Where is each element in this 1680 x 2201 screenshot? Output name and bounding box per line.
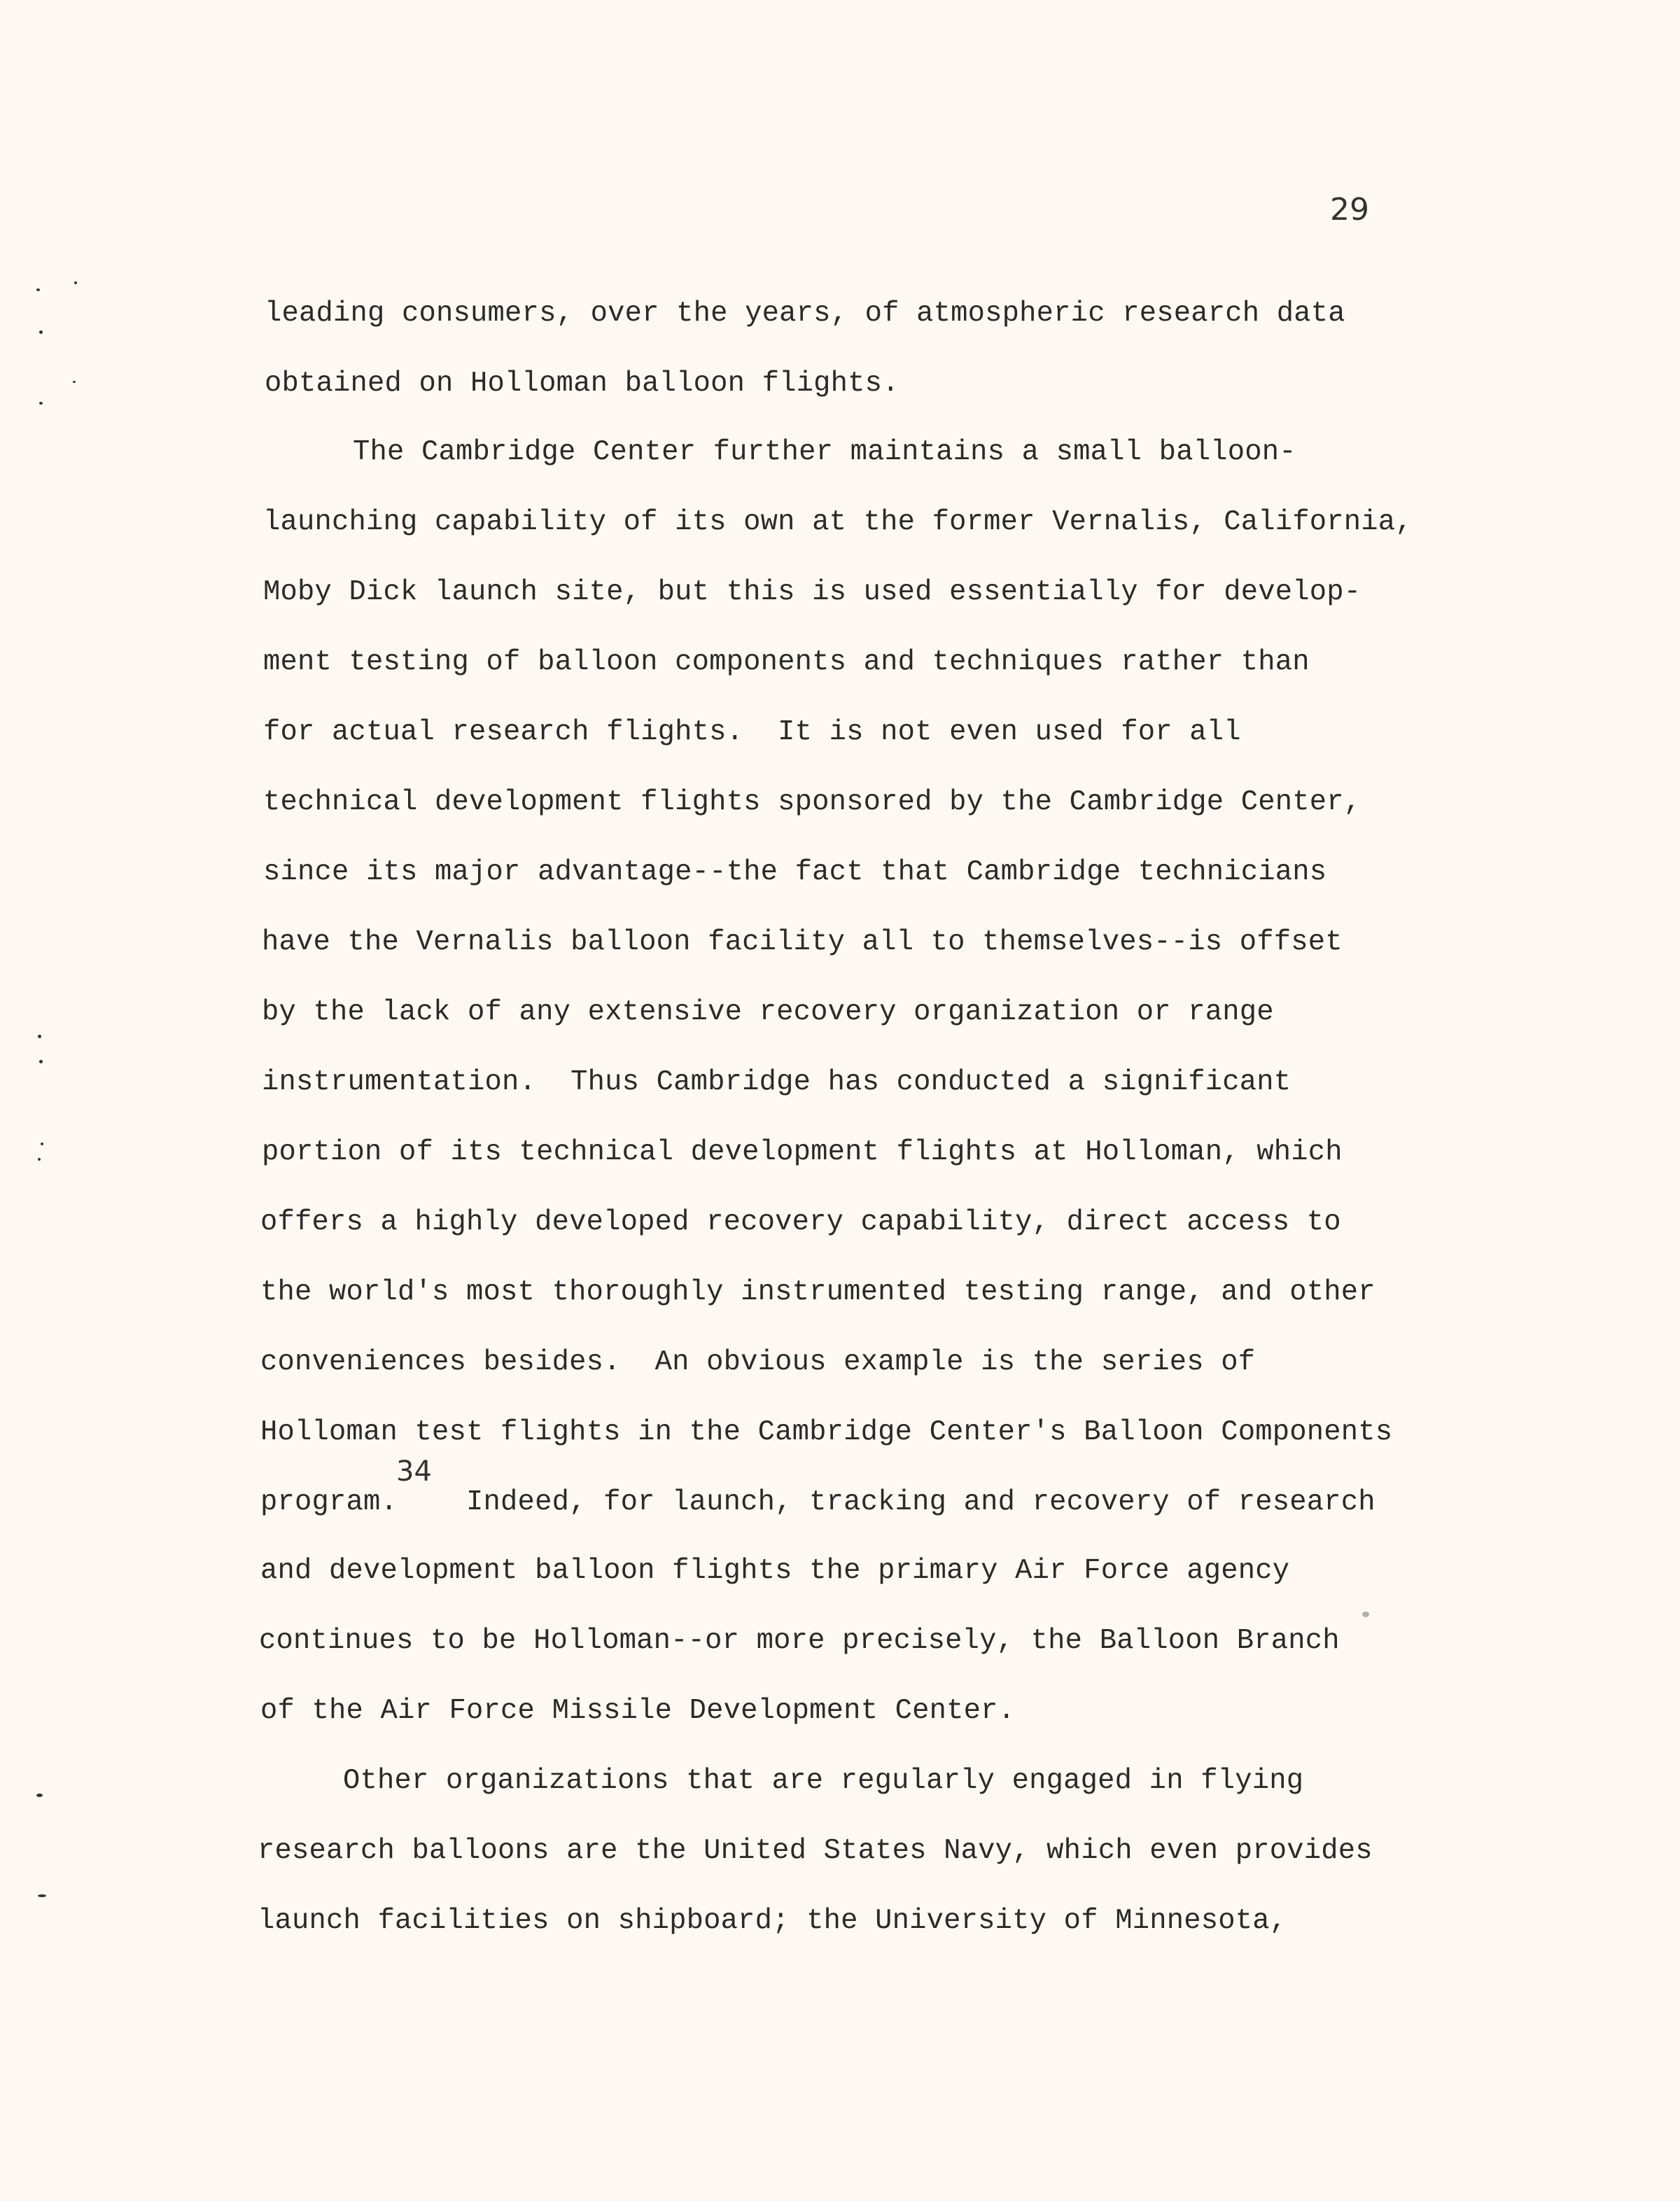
text-line: obtained on Holloman balloon flights. xyxy=(265,368,899,400)
margin-speck xyxy=(38,1158,41,1161)
text-line: the world's most thoroughly instrumented testing range, and other xyxy=(260,1276,1376,1308)
text-line: and development balloon flights the primary Air Force agency xyxy=(260,1555,1290,1587)
margin-speck xyxy=(39,330,43,334)
text-line: technical development flights sponsored by the Cambridge Center, xyxy=(263,786,1362,818)
margin-speck xyxy=(1362,1612,1369,1617)
text-line: of the Air Force Missile Development Center. xyxy=(260,1695,1016,1727)
page-number: 29 xyxy=(1330,192,1369,228)
margin-speck xyxy=(74,281,77,284)
text-line: portion of its technical development flights at Holloman, which xyxy=(262,1136,1343,1168)
text-line: continues to be Holloman--or more precisely, the Balloon Branch xyxy=(259,1625,1340,1657)
text-line: instrumentation. Thus Cambridge has conducted a significant xyxy=(262,1066,1292,1098)
text-line: conveniences besides. An obvious example is the series of xyxy=(260,1346,1256,1378)
margin-speck xyxy=(39,1060,43,1063)
text-line: Moby Dick launch site, but this is used essentially for develop- xyxy=(263,576,1362,608)
margin-speck xyxy=(36,288,40,291)
text-line: have the Vernalis balloon facility all to themselves--is offset xyxy=(262,926,1343,958)
margin-speck xyxy=(41,1143,43,1145)
text-line: launching capability of its own at the former Vernalis, California, xyxy=(263,506,1413,538)
text-line: leading consumers, over the years, of atmospheric research data xyxy=(265,298,1345,330)
margin-speck xyxy=(73,381,76,383)
margin-speck xyxy=(39,402,43,405)
paragraph-indent-line: Other organizations that are regularly engaged in flying xyxy=(343,1765,1304,1797)
text-line: offers a highly developed recovery capability, direct access to xyxy=(260,1206,1341,1238)
margin-speck xyxy=(38,1035,41,1038)
paragraph-indent-line: The Cambridge Center further maintains a small balloon- xyxy=(353,436,1296,468)
footnote-reference: 34 xyxy=(396,1455,432,1488)
text-line: program. Indeed, for launch, tracking and recovery of research xyxy=(260,1486,1376,1518)
text-line: Holloman test flights in the Cambridge Center's Balloon Components xyxy=(260,1416,1393,1448)
margin-speck xyxy=(38,1894,46,1897)
text-line: ment testing of balloon components and techniques rather than xyxy=(263,646,1310,678)
margin-speck xyxy=(36,1794,43,1797)
text-line: for actual research flights. It is not even used for all xyxy=(263,716,1241,748)
text-line: launch facilities on shipboard; the University of Minnesota, xyxy=(258,1905,1287,1937)
text-line: research balloons are the United States Navy, which even provides xyxy=(258,1835,1373,1867)
text-line: by the lack of any extensive recovery organization or range xyxy=(262,996,1274,1028)
text-line: since its major advantage--the fact that Cambridge technicians xyxy=(263,856,1327,888)
